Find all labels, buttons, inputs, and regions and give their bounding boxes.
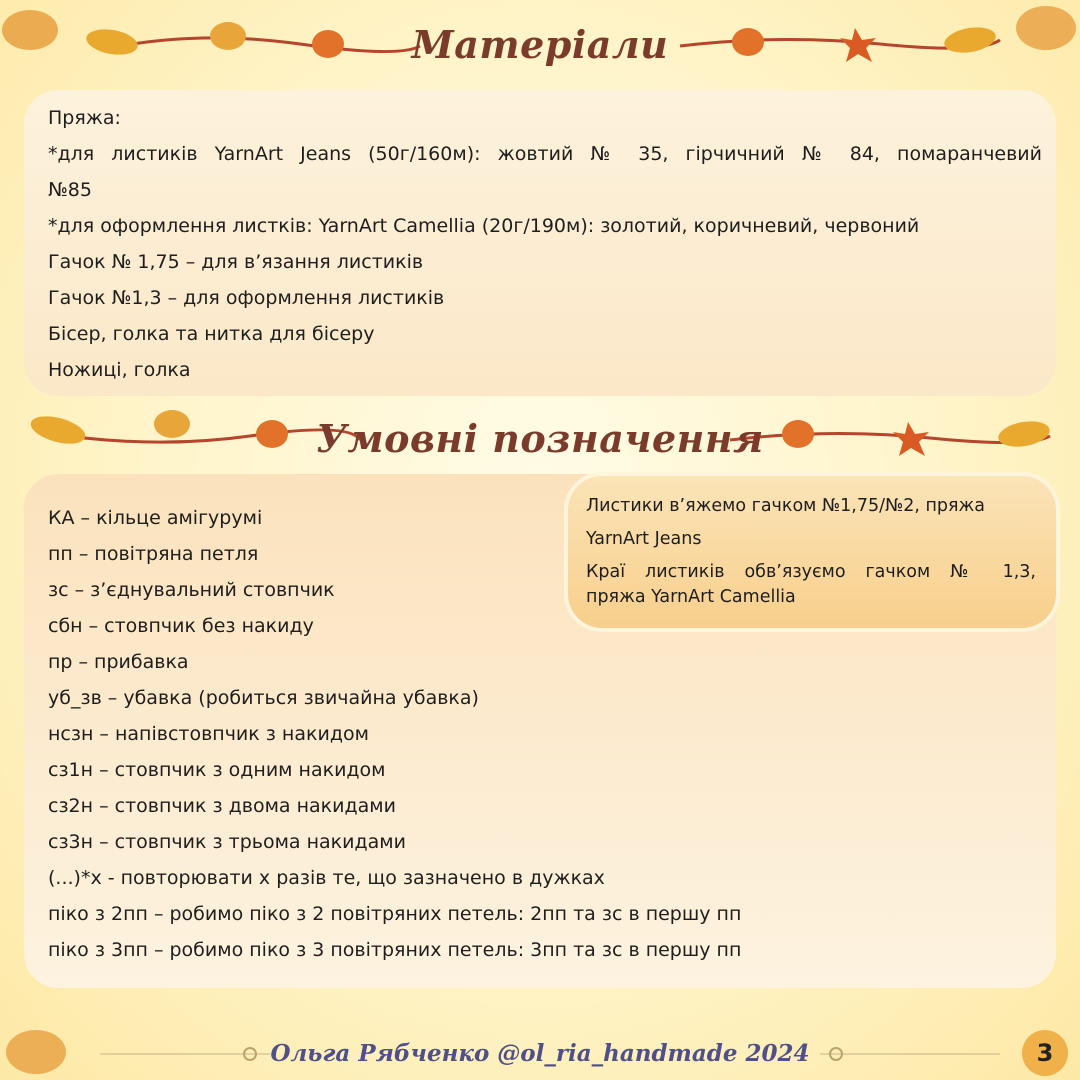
legend-item: зс – з’єднувальний стовпчик <box>48 579 335 601</box>
legend-item: (...)*х - повторювати х разів те, що зазначено в дужках <box>48 867 605 889</box>
materials-line: Гачок №1,3 – для оформлення листиків <box>48 287 445 309</box>
materials-line: Бісер, голка та нитка для бісеру <box>48 323 375 345</box>
materials-line: Гачок № 1,75 – для в’язання листиків <box>48 251 424 273</box>
note-line: пряжа YarnArt Camellia <box>586 587 796 607</box>
legend-item: сз1н – стовпчик з одним накидом <box>48 759 386 781</box>
materials-title: Матеріали <box>411 22 669 67</box>
legend-item: КА – кільце амігурумі <box>48 507 263 529</box>
legend-item: нсзн – напівстовпчик з накидом <box>48 723 369 745</box>
note-line: YarnArt Jeans <box>586 529 702 549</box>
note-line: Краї листиків обв’язуємо гачком № 1,3, <box>586 562 1036 582</box>
legend-item: пп – повітряна петля <box>48 543 259 565</box>
legend-item: піко з 3пп – робимо піко з 3 повітряних петель: 3пп та зс в першу пп <box>48 939 742 961</box>
materials-card <box>24 90 1056 396</box>
legend-title: Умовні позначення <box>316 416 764 461</box>
page-number: 3 <box>1022 1030 1068 1076</box>
legend-item: піко з 2пп – робимо піко з 2 повітряних петель: 2пп та зс в першу пп <box>48 903 742 925</box>
materials-line: *для оформлення листків: YarnArt Camellia (20г/190м): золотий, коричневий, червоний <box>48 215 920 237</box>
materials-line: *для листиків YarnArt Jeans (50г/160м): жовтий № 35, гірчичний № 84, помаранчевий <box>48 143 1042 165</box>
legend-item: сз3н – стовпчик з трьома накидами <box>48 831 406 853</box>
legend-item: сбн – стовпчик без накиду <box>48 615 314 637</box>
legend-item: уб_зв – убавка (робиться звичайна убавка) <box>48 687 479 709</box>
legend-item: пр – прибавка <box>48 651 189 673</box>
author-signature: Ольга Рябченко @ol_ria_handmade 2024 <box>270 1040 810 1067</box>
hook-note-card <box>568 476 1056 628</box>
legend-item: сз2н – стовпчик з двома накидами <box>48 795 396 817</box>
materials-line: Пряжа: <box>48 107 121 129</box>
materials-line: №85 <box>48 179 92 201</box>
materials-line: Ножиці, голка <box>48 359 191 381</box>
note-line: Листики в’яжемо гачком №1,75/№2, пряжа <box>586 496 986 516</box>
